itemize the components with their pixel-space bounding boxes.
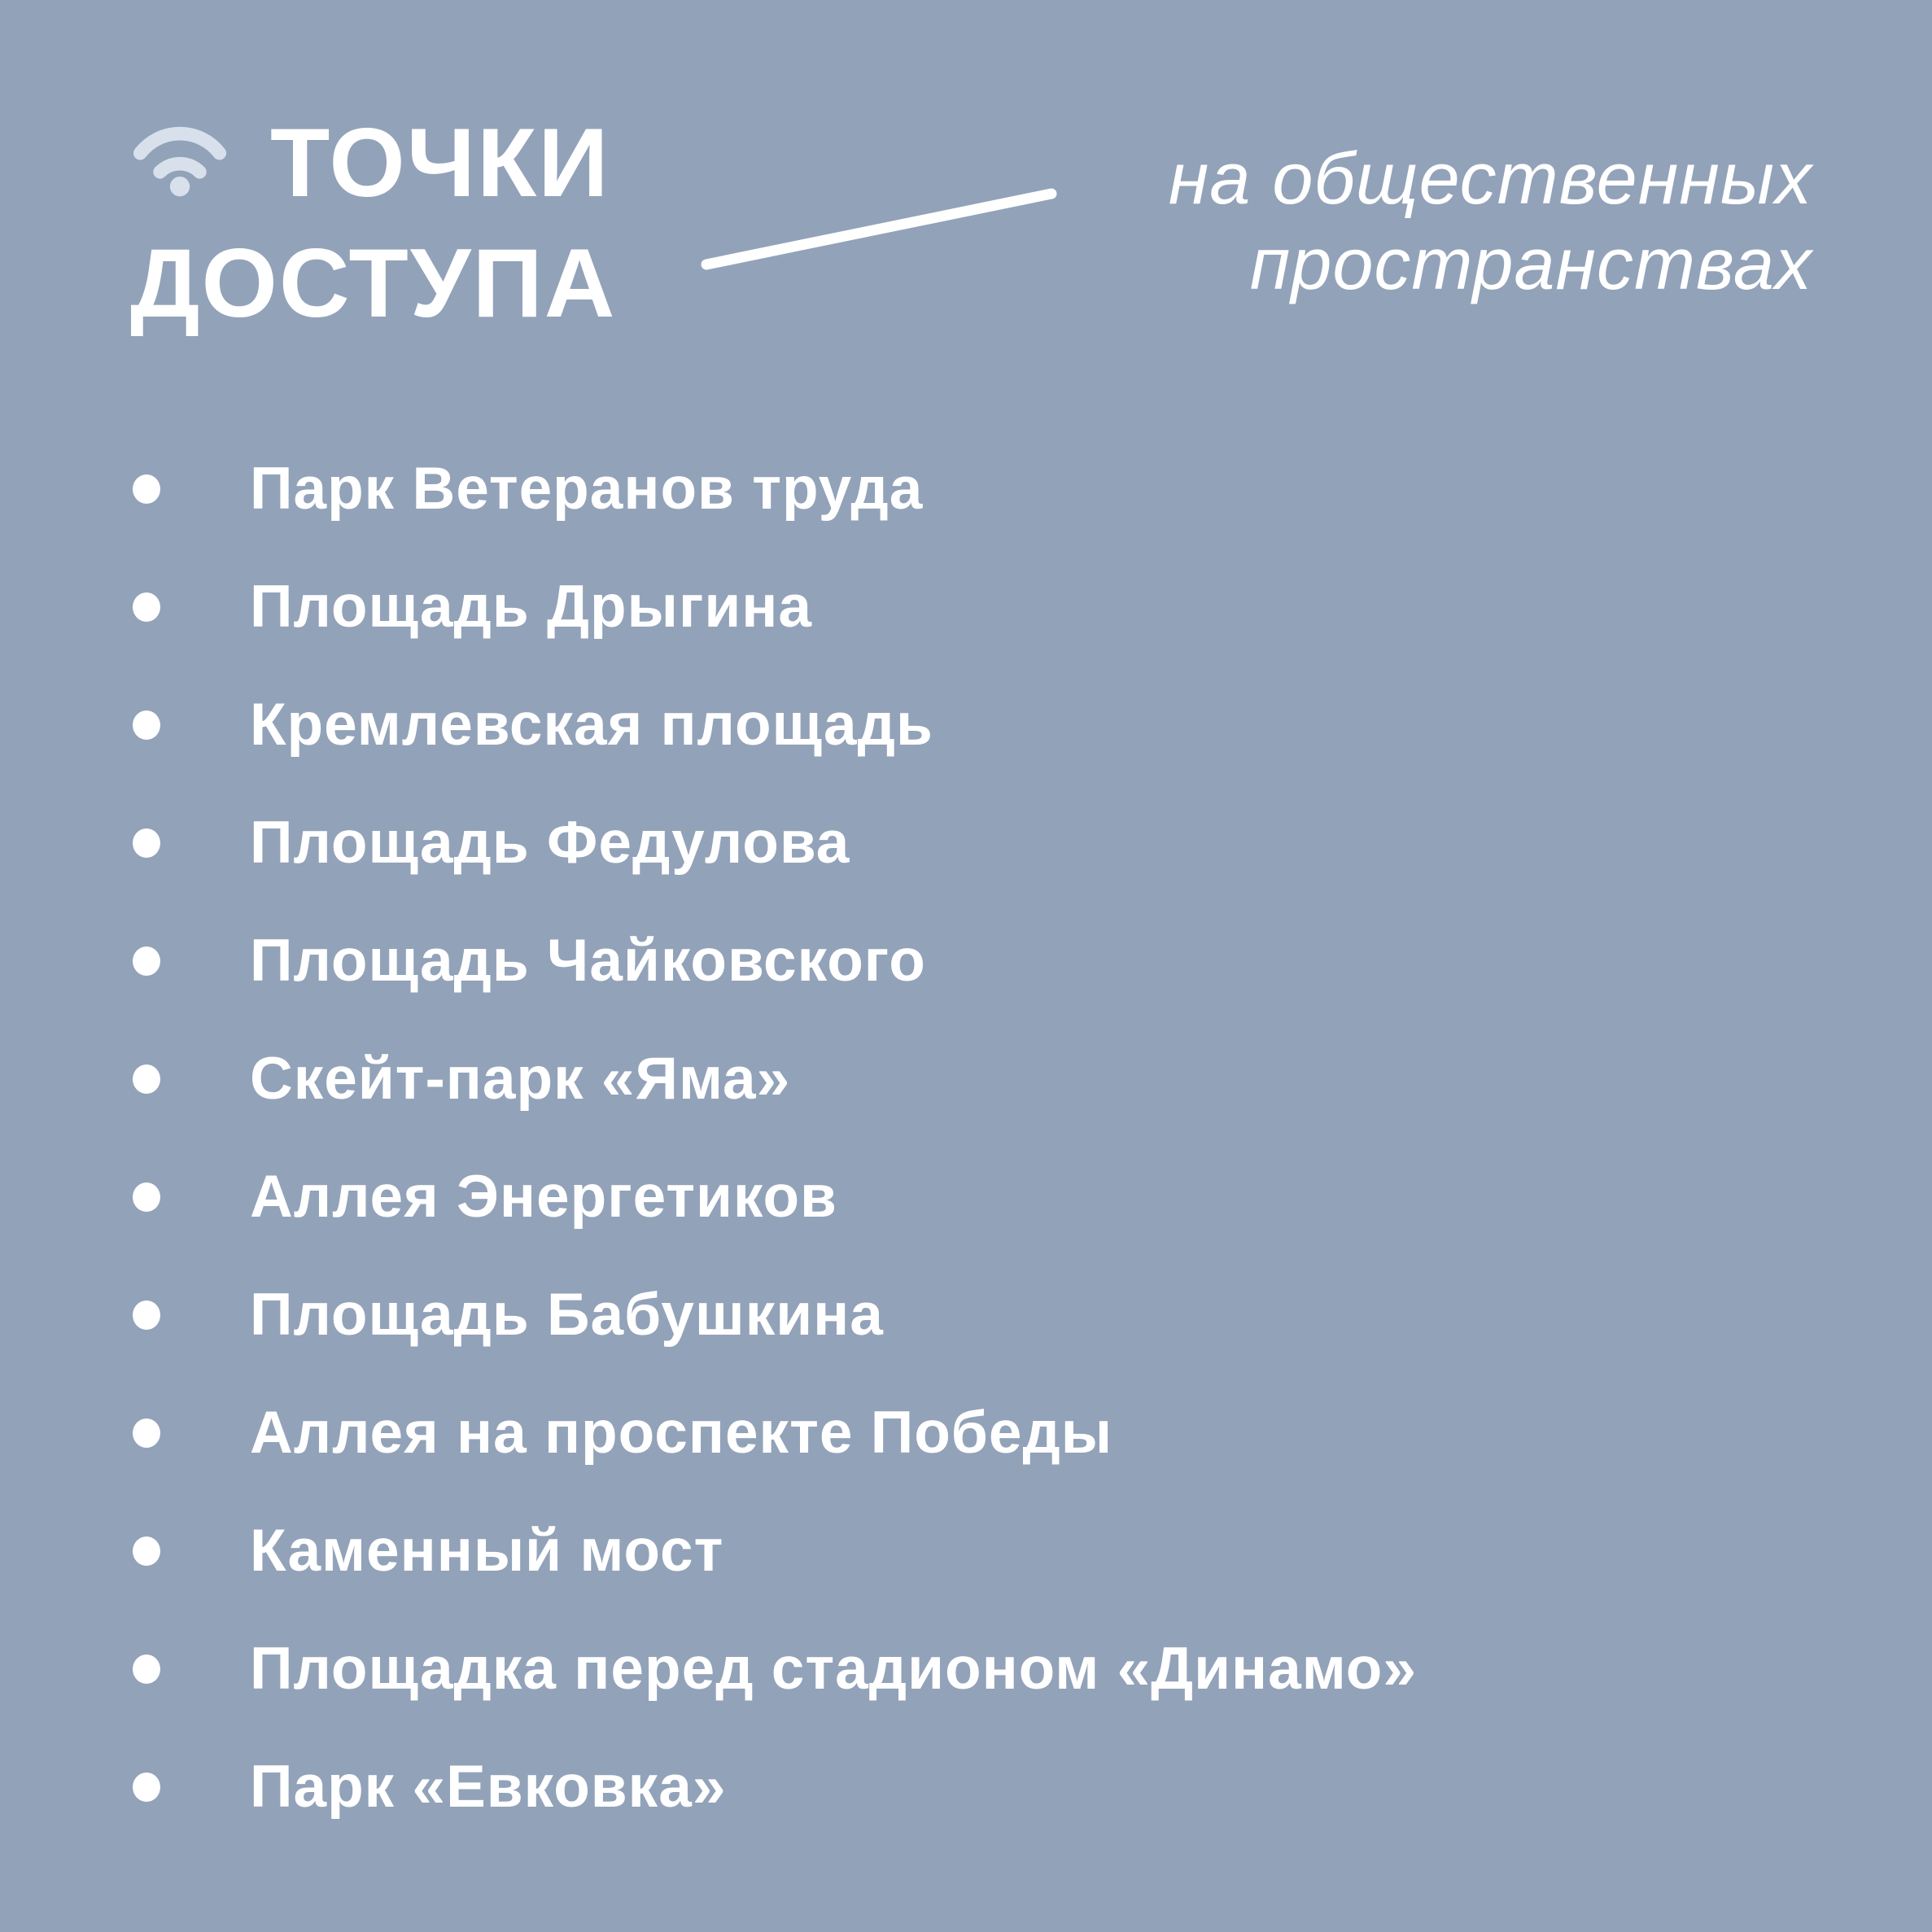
bullet-icon [133,474,160,504]
bullet-icon [133,592,160,622]
bullet-icon [133,1418,160,1448]
list-item-label: Площадь Дрыгина [250,574,812,640]
subtitle [1169,137,1812,308]
list-item [133,1020,1417,1138]
list-item [133,430,1417,548]
subtitle-line-1: на общественных [1168,138,1812,220]
access-points-list [133,430,1417,1846]
list-item-label: Парк «Евковка» [250,1754,727,1820]
list-item-label: Площадь Бабушкина [250,1282,884,1348]
page-title [130,103,616,343]
list-item [133,902,1417,1020]
list-item [133,1610,1417,1728]
list-item [133,548,1417,666]
title-line-1: ТОЧКИ [270,108,610,217]
list-item-label: Скейт-парк «Яма» [250,1046,791,1112]
bullet-icon [133,1182,160,1212]
list-item [133,1138,1417,1256]
bullet-icon [133,828,160,858]
list-item [133,1728,1417,1846]
list-item [133,1256,1417,1374]
list-item-label: Аллея Энергетиков [250,1164,837,1230]
bullet-icon [133,1300,160,1330]
list-item [133,784,1417,902]
list-item-label: Площадка перед стадионом «Динамо» [250,1636,1417,1702]
list-item-label: Площадь Чайковского [250,928,926,994]
bullet-icon [133,946,160,976]
list-item [133,666,1417,784]
title-line-2: ДОСТУПА [130,229,617,338]
bullet-icon [133,1654,160,1684]
list-item-label: Кремлевская площадь [250,692,933,758]
bullet-icon [133,1064,160,1094]
list-item [133,1492,1417,1610]
list-item-label: Аллея на проспекте Победы [250,1400,1113,1466]
bullet-icon [133,710,160,740]
subtitle-line-2: пространствах [1249,224,1812,305]
list-item-label: Каменный мост [250,1518,724,1584]
bullet-icon [133,1772,160,1802]
list-item [133,1374,1417,1492]
connector-line [692,181,1066,278]
list-item-label: Площадь Федулова [250,810,850,876]
bullet-icon [133,1536,160,1566]
list-item-label: Парк Ветеранов труда [250,456,924,522]
